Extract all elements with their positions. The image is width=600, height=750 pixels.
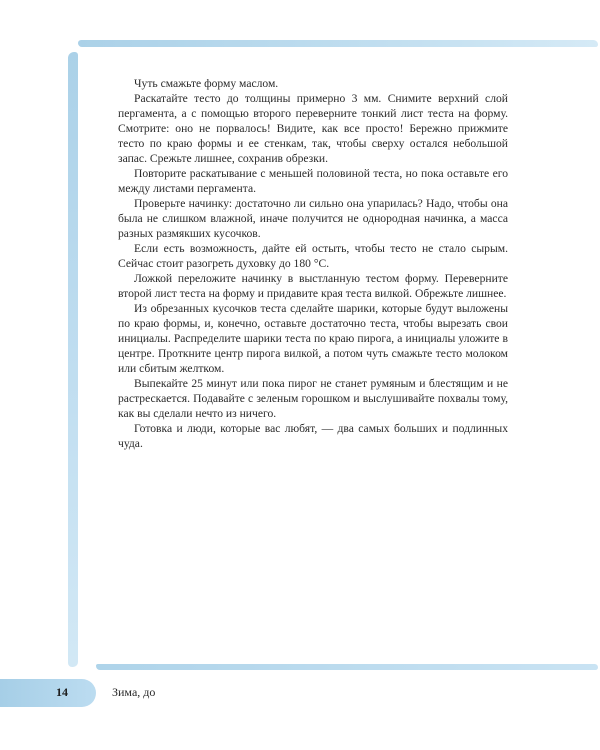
frame-bottom-stroke	[96, 664, 598, 670]
page-number: 14	[56, 685, 68, 699]
paragraph: Повторите раскатывание с меньшей половиной теста, но пока оставьте его между листами пергамента.	[118, 167, 508, 195]
paragraph: Выпекайте 25 минут или пока пирог не станет румяным и блестящим и не растрескается. Подавайте с зеленым горошком и выслушивайте похвалы тому, как вы сделали нечто из ничего.	[118, 377, 508, 420]
paragraph: Раскатайте тесто до толщины примерно 3 мм. Снимите верхний слой пергамента, а с помощью второго переверните тонкий лист теста на форму. Смотрите: оно не порвалось! Видите, как все просто! Бережно прижмите тесто по краю формы и ее стенкам, так, чтобы сверху остался небольшой запас. Срежьте лишнее, сохранив обрезки.	[118, 92, 508, 165]
paragraph: Ложкой переложите начинку в выстланную тестом форму. Переверните второй лист теста на форму и придавите края теста вилкой. Обрежьте лишнее.	[118, 272, 508, 300]
paragraph: Чуть смажьте форму маслом.	[134, 77, 279, 90]
paragraph: Если есть возможность, дайте ей остыть, чтобы тесто не стало сырым. Сейчас стоит разогреть духовку до 180 °C.	[118, 242, 508, 270]
running-title: Зима, до	[112, 685, 156, 699]
body-text	[118, 76, 508, 451]
paragraph: Из обрезанных кусочков теста сделайте шарики, которые будут выложены по краю формы, и, конечно, оставьте достаточно теста, чтобы вырезать свои инициалы. Распределите шарики теста по краю пирога, а инициалы уложите в центре. Проткните центр пирога вилкой, а потом чуть смажьте тесто молоком или сбитым желтком.	[118, 302, 508, 375]
frame-left-stroke	[68, 52, 78, 667]
frame-top-stroke	[78, 40, 598, 47]
page-number-tab	[0, 679, 96, 707]
paragraph: Проверьте начинку: достаточно ли сильно она упарилась? Надо, чтобы она была не слишком влажной, иначе получится не однородная начинка, а масса разных размякших кусочков.	[118, 197, 508, 240]
paragraph: Готовка и люди, которые вас любят, — два самых больших и подлинных чуда.	[118, 422, 508, 450]
